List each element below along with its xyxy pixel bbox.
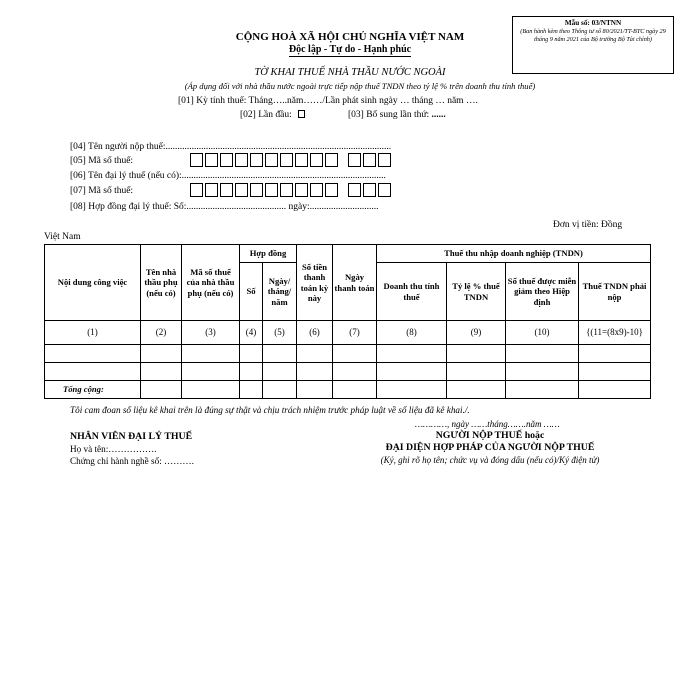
supplement-value: ...... xyxy=(431,110,446,120)
col-num: (7) xyxy=(333,321,377,345)
agent-staff-title: NHÂN VIÊN ĐẠI LÝ THUẾ xyxy=(70,431,193,442)
tax-period: [01] Kỳ tính thuế: Tháng…..năm……/Lần phát sinh ngày … tháng … năm …. xyxy=(178,96,478,106)
agent-tax-code-label: [07] Mã số thuế: xyxy=(70,186,134,196)
form-code: Mẫu số: 03/NTNN xyxy=(564,19,622,27)
agent-cert-number[interactable]: Chứng chỉ hành nghề số: ………. xyxy=(70,456,194,466)
col-num: (2) xyxy=(141,321,182,345)
header-contract: Hợp đồng xyxy=(240,245,297,263)
header-subcontractor-name: Tên nhà thầu phụ (nếu có) xyxy=(141,245,182,321)
tax-code-label: [05] Mã số thuế: xyxy=(70,156,134,166)
col-num: (3) xyxy=(182,321,240,345)
header-subcontractor-tax-code: Mã số thuế của nhà thầu phụ (nếu có) xyxy=(182,245,240,321)
form-title: TỜ KHAI THUẾ NHÀ THẦU NƯỚC NGOÀI xyxy=(254,67,446,78)
header-contract-date: Ngày/ tháng/ năm xyxy=(263,263,297,321)
header-exempt-tax: Số thuế được miễn giảm theo Hiệp định xyxy=(506,263,579,321)
form-note: (Ban hành kèm theo Thông tư số 80/2021/TT-BTC ngày 29 tháng 9 năm 2021 của Bộ trưởng Bộ Tài chính) xyxy=(520,28,666,43)
table-row[interactable] xyxy=(45,345,651,363)
currency-unit: Đơn vị tiền: Đồng xyxy=(553,220,623,230)
agent-staff-name[interactable]: Họ và tên:……………. xyxy=(70,444,157,454)
header-tax-rate: Tỷ lệ % thuế TNDN xyxy=(447,263,506,321)
col-num: (8) xyxy=(377,321,447,345)
header-payment-date: Ngày thanh toán xyxy=(333,245,377,321)
country-label: Việt Nam xyxy=(44,232,81,242)
tax-declaration-table xyxy=(44,244,651,399)
form-subtitle: (Áp dụng đối với nhà thầu nước ngoài trực tiếp nộp thuế TNDN theo tỷ lệ % trên doanh thu tính thuế) xyxy=(184,81,536,91)
header-tndn-group: Thuế thu nhập doanh nghiệp (TNDN) xyxy=(377,245,651,263)
agent-tax-code-suffix-cells[interactable] xyxy=(348,183,391,197)
col-num: (1) xyxy=(45,321,141,345)
taxpayer-name-field[interactable]: [04] Tên người nộp thuế:............................................................................................... xyxy=(70,142,392,152)
legal-rep-title: ĐẠI DIỆN HỢP PHÁP CỦA NGƯỜI NỘP THUẾ xyxy=(385,442,595,453)
total-label: Tổng cộng: xyxy=(45,381,141,399)
header-taxable-revenue: Doanh thu tính thuế xyxy=(377,263,447,321)
total-row xyxy=(45,381,651,399)
column-number-row xyxy=(45,321,651,345)
agent-contract-field[interactable]: [08] Hợp đồng đại lý thuế: Số:.......................................... ngày:............................. xyxy=(70,202,379,212)
table-row[interactable] xyxy=(45,363,651,381)
signature-note: (Ký, ghi rõ họ tên; chức vụ và đóng dấu (nếu có)/Ký điện tử) xyxy=(380,455,600,465)
col-num: (10) xyxy=(506,321,579,345)
taxpayer-title: NGƯỜI NỘP THUẾ hoặc xyxy=(435,430,545,441)
motto: Độc lập - Tự do - Hạnh phúc xyxy=(288,44,412,55)
tax-code-suffix-cells[interactable] xyxy=(348,153,391,167)
header-tax-payable: Thuế TNDN phải nộp xyxy=(579,263,651,321)
col-num: (9) xyxy=(447,321,506,345)
agent-name-field[interactable]: [06] Tên đại lý thuế (nếu có):...................................................................................... xyxy=(70,171,386,181)
agent-tax-code-cells[interactable] xyxy=(190,183,338,197)
header-payment-amount: Số tiền thanh toán kỳ này xyxy=(297,245,333,321)
col-num: {(11=(8x9)-10} xyxy=(579,321,651,345)
supplement-label: [03] Bổ sung lần thứ: ...... xyxy=(348,110,446,120)
declaration-text: Tôi cam đoan số liệu kê khai trên là đúng sự thật và chịu trách nhiệm trước pháp luật về số liệu đã kê khai./. xyxy=(70,405,470,415)
header-work-content: Nội dung công việc xyxy=(45,245,141,321)
col-num: (4) xyxy=(240,321,263,345)
tax-code-cells[interactable] xyxy=(190,153,338,167)
first-time-checkbox[interactable] xyxy=(298,110,305,118)
col-num: (6) xyxy=(297,321,333,345)
declaration-date: …………, ngày ……tháng…….năm …… xyxy=(415,419,560,429)
col-num: (5) xyxy=(263,321,297,345)
country-name: CỘNG HOÀ XÃ HỘI CHỦ NGHĨA VIỆT NAM xyxy=(235,31,465,43)
header-contract-number: Số xyxy=(240,263,263,321)
first-time-label: [02] Lần đầu: xyxy=(240,110,305,120)
